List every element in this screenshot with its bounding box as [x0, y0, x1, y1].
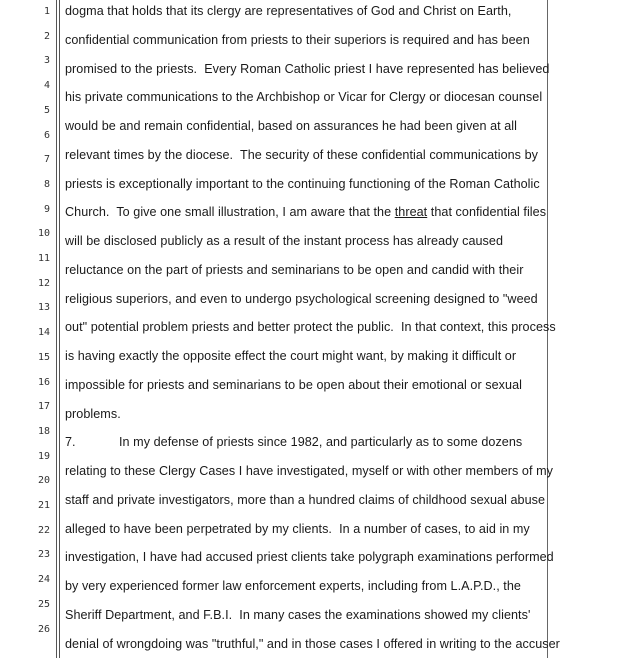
- text-line: confidential communication from priests to their superiors is required and has been: [65, 32, 530, 47]
- text-line: will be disclosed publicly as a result of the instant process has already caused: [65, 234, 504, 248]
- text-line: relevant times by the diocese. The security of these confidential communications by: [65, 147, 538, 162]
- text-line: Sheriff Department, and F.B.I. In many cases the examinations showed my clients': [65, 607, 531, 622]
- text-line: [65, 205, 546, 219]
- line-number: 20: [37, 475, 50, 487]
- line-number: 25: [37, 598, 50, 610]
- text-line: problems.: [65, 406, 121, 421]
- underlined-word: threat: [394, 205, 428, 220]
- line-number: 17: [37, 401, 50, 413]
- text-line: is having exactly the opposite effect the court might want, by making it difficult or: [65, 349, 517, 363]
- line-number: 13: [37, 302, 50, 314]
- line-number: 5: [43, 104, 50, 116]
- text-line: denial of wrongdoing was "truthful," and in those cases I offered in writing to the accuser: [65, 636, 560, 651]
- text-line: alleged to have been perpetrated by my clients. In a number of cases, to aid in my: [65, 521, 530, 536]
- text-segment: In my defense of priests since 1982, and particularly as to some dozens: [119, 435, 523, 450]
- line-number: 19: [37, 450, 50, 462]
- text-segment: Church. To give one small illustration, I am aware that the: [65, 205, 395, 220]
- text-line: relating to these Clergy Cases I have investigated, myself or with other members of my: [65, 464, 553, 478]
- line-number: 11: [37, 253, 50, 264]
- paragraph-number: 7.: [65, 435, 76, 450]
- text-line: would be and remain confidential, based on assurances he had been given at all: [65, 119, 517, 133]
- line-number: 2: [43, 30, 50, 42]
- line-number: 23: [37, 549, 50, 561]
- line-number: 16: [37, 376, 50, 388]
- text-segment: that confidential files: [427, 205, 547, 220]
- line-number: 24: [37, 574, 50, 586]
- line-number: 9: [43, 203, 50, 215]
- text-line: investigation, I have had accused priest clients take polygraph examinations performed: [65, 550, 554, 565]
- text-line: staff and private investigators, more than a hundred claims of childhood sexual abuse: [65, 492, 546, 507]
- text-line: his private communications to the Archbishop or Vicar for Clergy or diocesan counsel: [65, 90, 543, 105]
- text-line: reluctance on the part of priests and seminarians to be open and candid with their: [65, 262, 524, 277]
- text-line: impossible for priests and seminarians to be open about their emotional or sexual: [65, 377, 522, 392]
- text-line: promised to the priests. Every Roman Catholic priest I have represented has believed: [65, 61, 550, 76]
- margin-rule-left-outer: [56, 0, 57, 658]
- text-line: out" potential problem priests and better protect the public. In that context, this process: [65, 320, 556, 335]
- line-number: 15: [37, 351, 50, 363]
- line-number: 26: [37, 623, 50, 635]
- line-number: 12: [37, 277, 50, 289]
- line-number: 8: [43, 178, 50, 190]
- line-number: 10: [37, 228, 50, 240]
- text-line: priests is exceptionally important to the continuing functioning of the Roman Catholic: [65, 176, 540, 191]
- line-number: 3: [43, 55, 50, 67]
- line-number: 22: [37, 524, 50, 536]
- line-number: 18: [37, 425, 50, 437]
- text-line: [65, 435, 522, 449]
- line-number: 4: [43, 80, 50, 92]
- text-line: religious superiors, and even to undergo psychological screening designed to "weed: [65, 291, 538, 306]
- line-number: 6: [43, 129, 50, 141]
- text-line: by very experienced former law enforcement experts, including from L.A.P.D., the: [65, 579, 521, 593]
- line-number: 21: [37, 500, 50, 511]
- line-number: 14: [37, 327, 50, 339]
- line-number: 1: [43, 6, 50, 17]
- line-number: 7: [43, 154, 50, 166]
- margin-rule-left-inner: [59, 0, 60, 658]
- text-line: dogma that holds that its clergy are representatives of God and Christ on Earth,: [65, 4, 512, 18]
